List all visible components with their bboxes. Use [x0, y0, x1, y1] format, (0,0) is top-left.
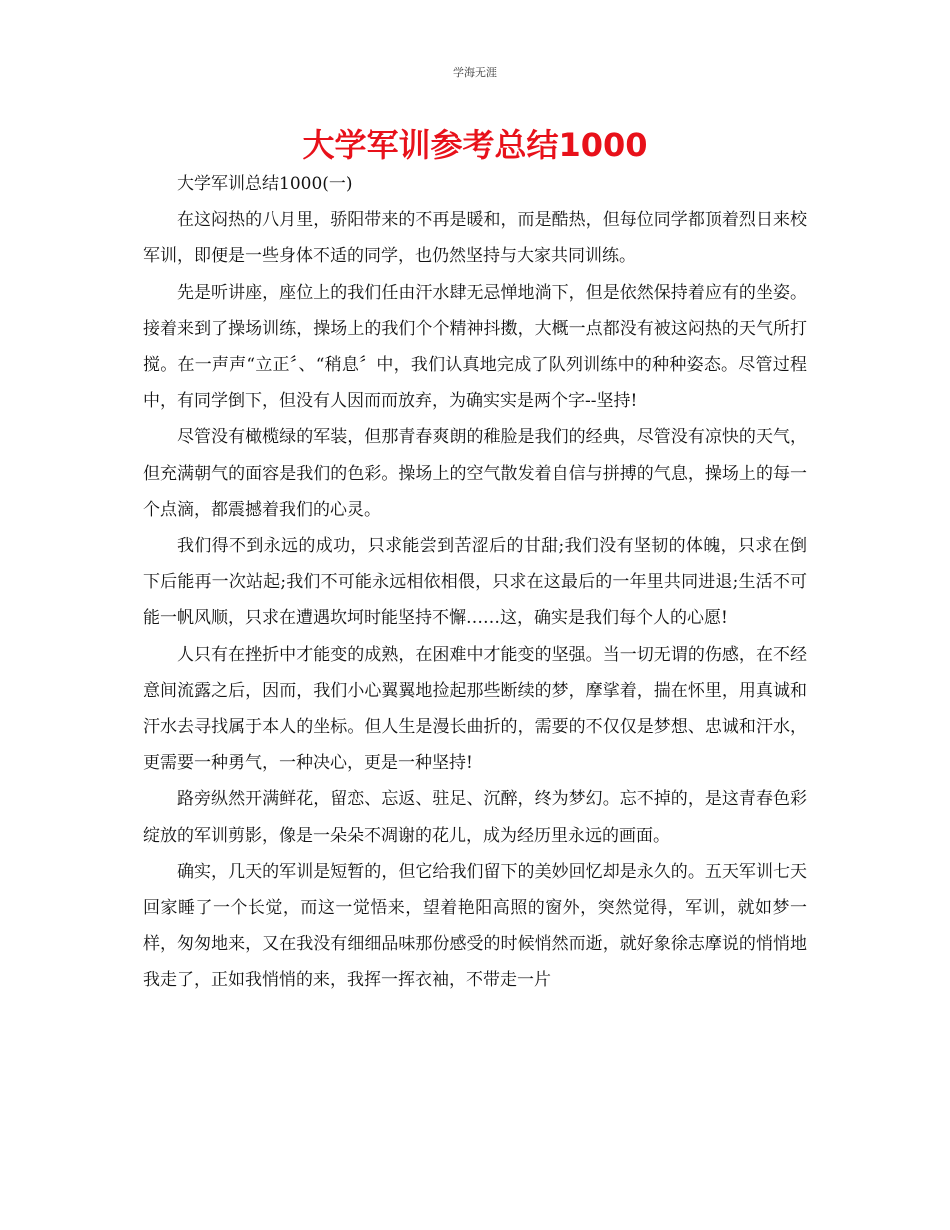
paragraph: 在这闷热的八月里，骄阳带来的不再是暖和，而是酷热，但每位同学都顶着烈日来校军训，即便是一些身体不适的同学，也仍然坚持与大家共同训练。	[143, 210, 807, 267]
page-header: 学海无涯	[453, 66, 497, 79]
document-title: 大学军训参考总结1000	[302, 126, 648, 164]
section-heading: 大学军训总结1000(一)	[177, 174, 353, 194]
paragraph: 我们得不到永远的成功，只求能尝到苦涩后的甘甜;我们没有坚韧的体魄，只求在倒下后能再一次站起;我们不可能永远相依相偎，只求在这最后的一年里共同进退;生活不可能一帆风顺，只求在遭遇坎坷时能坚持不懈……这，确实是我们每个人的心愿!	[143, 536, 807, 629]
document-body	[143, 166, 807, 999]
paragraph: 尽管没有橄榄绿的军装，但那青春爽朗的稚脸是我们的经典，尽管没有凉快的天气，但充满朝气的面容是我们的色彩。操场上的空气散发着自信与拼搏的气息，操场上的每一个点滴，都震撼着我们的心灵。	[143, 427, 807, 520]
paragraph: 路旁纵然开满鲜花，留恋、忘返、驻足、沉醉，终为梦幻。忘不掉的，是这青春色彩绽放的军训剪影，像是一朵朵不凋谢的花儿，成为经历里永远的画面。	[143, 789, 807, 846]
paragraph: 人只有在挫折中才能变的成熟，在困难中才能变的坚强。当一切无谓的伤感，在不经意间流露之后，因而，我们小心翼翼地捡起那些断续的梦，摩挲着，揣在怀里，用真诚和汗水去寻找属于本人的坐标。但人生是漫长曲折的，需要的不仅仅是梦想、忠诚和汗水，更需要一种勇气，一种决心，更是一种坚持!	[143, 644, 807, 774]
paragraph: 先是听讲座，座位上的我们任由汗水肆无忌惮地淌下，但是依然保持着应有的坐姿。接着来到了操场训练，操场上的我们个个精神抖擞，大概一点都没有被这闷热的天气所打搅。在一声声“立正〞、“稍息〞中，我们认真地完成了队列训练中的种种姿态。尽管过程中，有同学倒下，但没有人因而而放弃，为确实实是两个字--坚持!	[143, 282, 807, 412]
paragraph: 确实，几天的军训是短暂的，但它给我们留下的美妙回忆却是永久的。五天军训七天回家睡了一个长觉，而这一觉悟来，望着艳阳高照的窗外，突然觉得，军训，就如梦一样，匆匆地来，又在我没有细细品味那份感受的时候悄然而逝，就好象徐志摩说的悄悄地我走了，正如我悄悄的来，我挥一挥衣袖，不带走一片	[143, 861, 807, 991]
